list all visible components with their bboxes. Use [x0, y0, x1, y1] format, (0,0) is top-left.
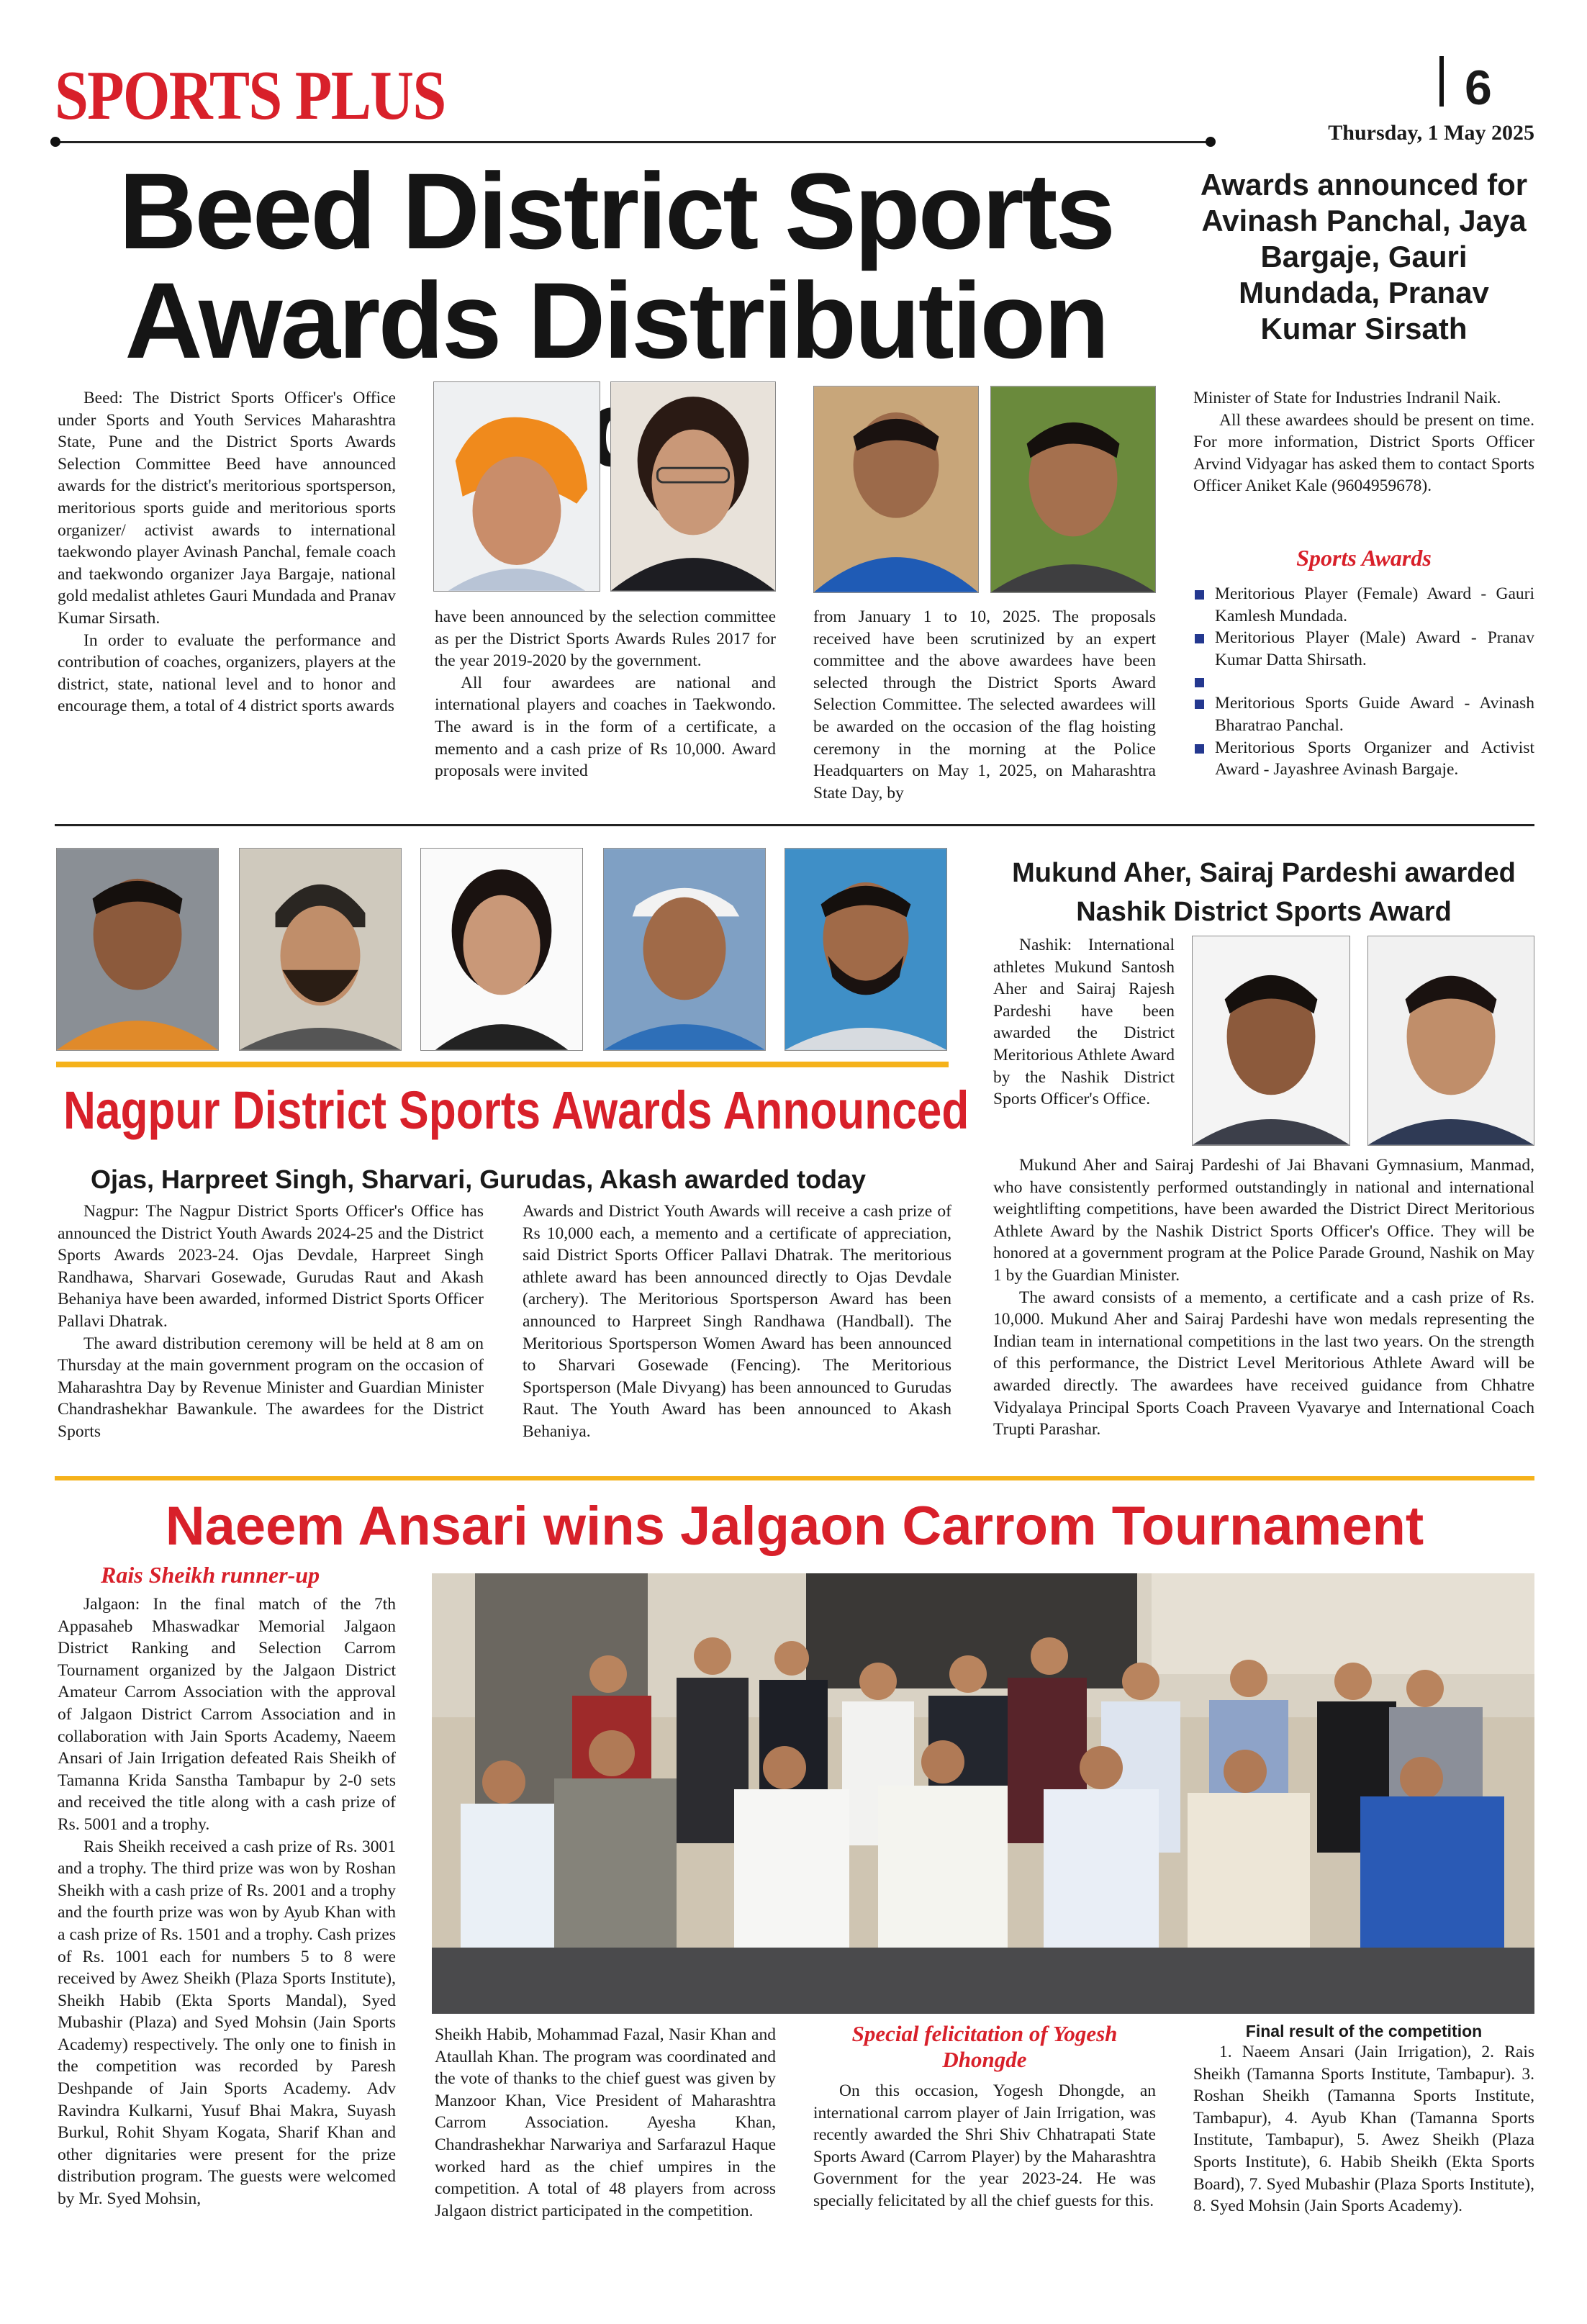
paragraph: Beed: The District Sports Officer's Office under Sports and Youth Services Maharashtra State, Pune and the District Sports Awards Selection Committee Beed have announced awards for the district's meritorious sportsperson, meritorious sports guide and meritorious sports organizer/ activist awards to international taekwondo player Avinash Panchal, female coach and taekwondo organizer Jaya Bargaje, national gold medalist athletes Gauri Mundada and Pranav Kumar Sirsath. — [58, 389, 396, 628]
rule-dot-left — [50, 137, 60, 147]
paragraph: The award distribution ceremony will be held at 8 am on Thursday at the main government program on the occasion of Maharashtra Day by Revenue Minister and Guardian Minister Chandrashekhar Bawankule. The awardees for the District Sports — [58, 1334, 484, 1441]
final-result-heading: Final result of the competition — [1245, 2022, 1483, 2040]
paragraph: Sheikh Habib, Mohammad Fazal, Nasir Khan and Ataullah Khan. The program was coordinated and the vote of thanks to the chief guest was given by Manzoor Khan, Vice President of Maharashtra Carrom Association. Ayesha Khan, Chandrashekhar Narwariya and Sarfarazul Haque worked hard as the chief umpires in the competition. A total of 48 players from across Jalgaon district participated in the competition. — [435, 2025, 776, 2220]
nagpur-column-2 — [523, 1201, 951, 1443]
photo-harpreet-singh — [239, 848, 402, 1051]
award-item: Meritorious Sports Guide Award - Avinash Bharatrao Panchal. — [1193, 692, 1534, 736]
photo-gauri-mundada — [610, 381, 776, 592]
photo-mukund-aher — [1192, 936, 1350, 1146]
carrom-yellow-rule — [55, 1476, 1534, 1480]
beed-column-1 — [58, 387, 396, 718]
beed-headline-line2: Awards Distribution — [125, 260, 1108, 381]
jalgaon-kicker: Rais Sheikh runner-up — [101, 1562, 320, 1588]
paragraph: In order to evaluate the performance and contribution of coaches, organizers, players at the district, state, national level and to honor and encourage them, a total of 4 district sports awards — [58, 630, 396, 716]
jalgaon-column-4 — [1193, 2041, 1534, 2217]
paragraph: All four awardees are national and international players and coaches in Taekwondo. The award is in the form of a certificate, a memento and a cash prize of Rs 10,000. Award proposals were invited — [435, 673, 776, 781]
paragraph: from January 1 to 10, 2025. The proposals received have been scrutinized by an expert committee and the above awardees have been selected through the District Sports Award Selection Committee. The selected awardees will be awarded on the occasion of the flag hoisting ceremony in the morning at the Police Headquarters on May 1, 2025, on Maharashtra State Day, by — [813, 607, 1156, 802]
paragraph: Rais Sheikh received a cash prize of Rs. 3001 and a trophy. The third prize was won by Roshan Sheikh with a cash prize of Rs. 2001 and a trophy and the fourth prize was won by Ayub Khan with a cash prize of Rs. 1501 and a trophy. Cash prizes of Rs. 1001 each for numbers 5 to 8 were received by Awez Sheikh (Plaza Sports Institute), Sheikh Habib (Ekta Sports Mandal), Syed Mubashir (Plaza) and Syed Mohsin (Jain Sports Academy) respectively. The only one to finish in the competition was recorded by Paresh Deshpande of Jain Sports Academy. Adv Ravindra Kulkarni, Yusuf Bhai Makra, Suyash Burkul, Rohit Shyam Kogata, Sharif Khan and other dignitaries were present for the prize distribution program. The guests were welcomed by Mr. Syed Mohsin, — [58, 1837, 396, 2209]
paragraph: Minister of State for Industries Indranil Naik. — [1193, 389, 1501, 407]
jalgaon-column-1 — [58, 1593, 396, 2210]
section-rule-1 — [55, 824, 1534, 826]
page-number: 6 — [1465, 60, 1492, 115]
beed-side-headline: Awards announced for Avinash Panchal, Jaya Bargaje, Gauri Mundada, Pranav Kumar Sirsath — [1200, 168, 1528, 345]
nagpur-subhead: Ojas, Harpreet Singh, Sharvari, Gurudas, Akash awarded today — [91, 1165, 867, 1194]
paragraph: The award consists of a memento, a certificate and a cash prize of Rs. 10,000. Mukund Aher and Sairaj Pardeshi have won medals representing the Indian team in international competitions in the last two years. On the strength of this performance, the District Level Meritorious Athlete Award will be awarded directly. The awardees have received guidance from Chhatre Vidyalaya Principal Sports Coach Praveen Vyavarye and International Coach Trupti Parashar. — [993, 1288, 1534, 1439]
photo-jaya-bargaje — [433, 381, 600, 592]
yogesh-heading: Special felicitation of Yogesh Dhongde — [851, 2021, 1118, 2072]
page-number-divider — [1439, 56, 1444, 107]
nashik-intro — [993, 934, 1175, 1111]
photo-sharvari-gosewade — [420, 848, 583, 1051]
nagpur-yellow-rule — [56, 1062, 949, 1067]
paragraph: All these awardees should be present on time. For more information, District Sports Officer Arvind Vidyagar has asked them to contact Sports Officer Aniket Kale (9604959678). — [1193, 410, 1534, 496]
nashik-body — [993, 1154, 1534, 1441]
photo-gurudas-raut — [603, 848, 766, 1051]
jalgaon-column-3 — [813, 2080, 1156, 2212]
beed-column-4 — [1193, 387, 1534, 497]
paragraph: Nashik: International athletes Mukund Santosh Aher and Sairaj Rajesh Pardeshi have been awarded the District Meritorious Athlete Award by the Nashik District Sports Officer's Office. — [993, 936, 1175, 1109]
issue-date: Thursday, 1 May 2025 — [1328, 121, 1534, 145]
nagpur-column-1 — [58, 1201, 484, 1443]
section-title: SPORTS PLUS — [55, 57, 446, 135]
photo-sairaj-pardeshi — [1367, 936, 1534, 1146]
paragraph: Mukund Aher and Sairaj Pardeshi of Jai Bhavani Gymnasium, Manmad, who have consistently performed outstandingly in national and international weightlifting competitions, have been awarded the District Direct Meritorious Athlete Award by the Nashik District Sports Officer's Office. They will be honored at a government program at the Police Parade Ground, Nashik on May 1 by the Guardian Minister. — [993, 1156, 1534, 1285]
paragraph: Jalgaon: In the final match of the 7th Appasaheb Mhaswadkar Memorial Jalgaon District Ranking and Selection Carrom Tournament organized by the Jalgaon District Amateur Carrom Association with the approval of Jalgaon District Carrom Association and in collaboration with Jain Sports Academy, Naeem Ansari of Jain Irrigation defeated Rais Sheikh of Tamanna Krida Sanstha Tambapur by 2-0 sets and received the title along with a cash prize of Rs. 5001 and a trophy. — [58, 1595, 396, 1834]
rule-dot-right — [1206, 137, 1216, 147]
award-item: Meritorious Sports Organizer and Activist Award - Jayashree Avinash Bargaje. — [1193, 737, 1534, 781]
photo-carrom-group — [432, 1573, 1534, 2014]
sports-awards-list — [1193, 583, 1534, 781]
sports-awards-heading: Sports Awards — [1296, 545, 1432, 571]
nashik-headline: Mukund Aher, Sairaj Pardeshi awarded Nashik District Sports Award — [1012, 858, 1516, 927]
jalgaon-headline: Naeem Ansari wins Jalgaon Carrom Tournament — [165, 1496, 1424, 1557]
nagpur-headline: Nagpur District Sports Awards Announced — [63, 1080, 969, 1140]
masthead-rule — [55, 141, 1210, 143]
paragraph: 1. Naeem Ansari (Jain Irrigation), 2. Rais Sheikh (Tamanna Sports Institute, Tambapur). 3. Roshan Sheikh (Tamanna Sports Institute, Tambapur), 4. Ayub Khan (Tamanna Sports Institute, Tambapur), 5. Awez Sheikh (Plaza Sports Institute), 6. Habib Sheikh (Ekta Sports Board), 7. Syed Mubashir (Plaza Sports Institute), 8. Syed Mohsin (Jain Sports Academy). — [1193, 2043, 1534, 2216]
paragraph: On this occasion, Yogesh Dhongde, an international carrom player of Jain Irrigation, was recently awarded the Shri Shiv Chhatrapati State Sports Award (Carrom Player) by the Maharashtra Government for the year 2023-24. He was specially felicitated by all the chief guests for this. — [813, 2081, 1156, 2210]
award-item — [1193, 671, 1534, 692]
photo-akash-behaniya — [785, 848, 947, 1051]
award-item: Meritorious Player (Male) Award - Pranav Kumar Datta Shirsath. — [1193, 627, 1534, 671]
award-item: Meritorious Player (Female) Award - Gauri Kamlesh Mundada. — [1193, 583, 1534, 627]
paragraph: Nagpur: The Nagpur District Sports Officer's Office has announced the District Youth Awards 2024-25 and the District Sports Awards 2023-24. Ojas Devdale, Harpreet Singh Randhawa, Sharvari Gosewade, Gurudas Raut and Akash Behaniya have been awarded, informed District Sports Officer Pallavi Dhatrak. — [58, 1202, 484, 1331]
paragraph: have been announced by the selection committee as per the District Sports Awards Rules 2017 for the year 2019-2020 by the government. — [435, 607, 776, 671]
beed-column-3 — [813, 606, 1156, 804]
jalgaon-column-2 — [435, 2024, 776, 2222]
photo-pranav-sirsath — [813, 386, 979, 593]
beed-headline-line1: Beed District Sports — [119, 150, 1113, 271]
paragraph: Awards and District Youth Awards will receive a cash prize of Rs 10,000 each, a memento and a certificate of appreciation, said District Sports Officer Pallavi Dhatrak. The meritorious athlete award has been announced directly to Ojas Devdale (archery). The Meritorious Sportsperson Award has been announced to Harpreet Singh Randhawa (Handball). The Meritorious Sportsperson Women Award has been announced to Sharvari Gosewade (Fencing). The Meritorious Sportsperson (Male Divyang) has been announced to Gurudas Raut. The Youth Award has been announced to Akash Behaniya. — [523, 1202, 951, 1441]
photo-ojas-devdale — [56, 848, 219, 1051]
photo-avinash-panchal — [990, 386, 1156, 593]
beed-column-2 — [435, 606, 776, 782]
